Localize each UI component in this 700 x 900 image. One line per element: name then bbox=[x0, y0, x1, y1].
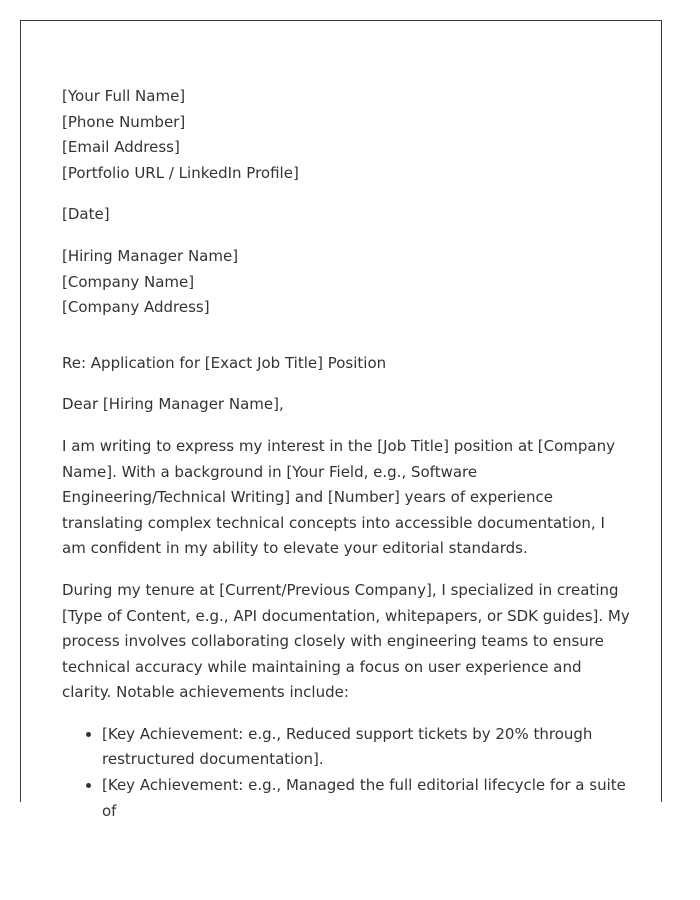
salutation: Dear [Hiring Manager Name], bbox=[62, 395, 284, 414]
body-paragraph-2: During my tenure at [Current/Previous Company], I specialized in creating [Type of Content, e.g., API documentation, whitepapers, or SDK guides]. My process involves collaborating closely with engineering teams to ensure technical accuracy while maintaining a focus on user experience and clarity. Notable achievements include: bbox=[62, 580, 630, 702]
salutation-block bbox=[62, 392, 632, 418]
recipient-block bbox=[62, 244, 632, 321]
sender-name: [Your Full Name] bbox=[62, 87, 186, 105]
sender-portfolio: [Portfolio URL / LinkedIn Profile] bbox=[62, 163, 299, 182]
sender-phone: [Phone Number] bbox=[62, 112, 186, 131]
list-item: • [Key Achievement: e.g., Managed the full editorial lifecycle for a suite of bbox=[102, 773, 632, 824]
body-paragraph-1: I am writing to express my interest in the [Job Title] position at [Company Name]. With a background in [Your Field, e.g., Software Engineering/Technical Writing] and [Number] years of experience translating complex technical concepts into accessible documentation, I am confident in my ability to elevate your editorial standards. bbox=[62, 436, 616, 558]
recipient-company: [Company Name] bbox=[62, 272, 195, 291]
sender-block bbox=[62, 84, 632, 186]
subject-line: Re: Application for [Exact Job Title] Position bbox=[62, 353, 387, 372]
recipient-address: [Company Address] bbox=[62, 298, 210, 317]
document-page bbox=[20, 20, 662, 820]
achievements-list bbox=[62, 722, 632, 824]
subject-block bbox=[62, 351, 632, 377]
cover-letter-body bbox=[62, 84, 632, 824]
sender-email: [Email Address] bbox=[62, 138, 180, 157]
date-block bbox=[62, 202, 632, 228]
letter-date: [Date] bbox=[62, 205, 110, 224]
recipient-manager: [Hiring Manager Name] bbox=[62, 246, 239, 265]
list-item: • [Key Achievement: e.g., Reduced support tickets by 20% through restructured documentation]. bbox=[102, 722, 632, 773]
